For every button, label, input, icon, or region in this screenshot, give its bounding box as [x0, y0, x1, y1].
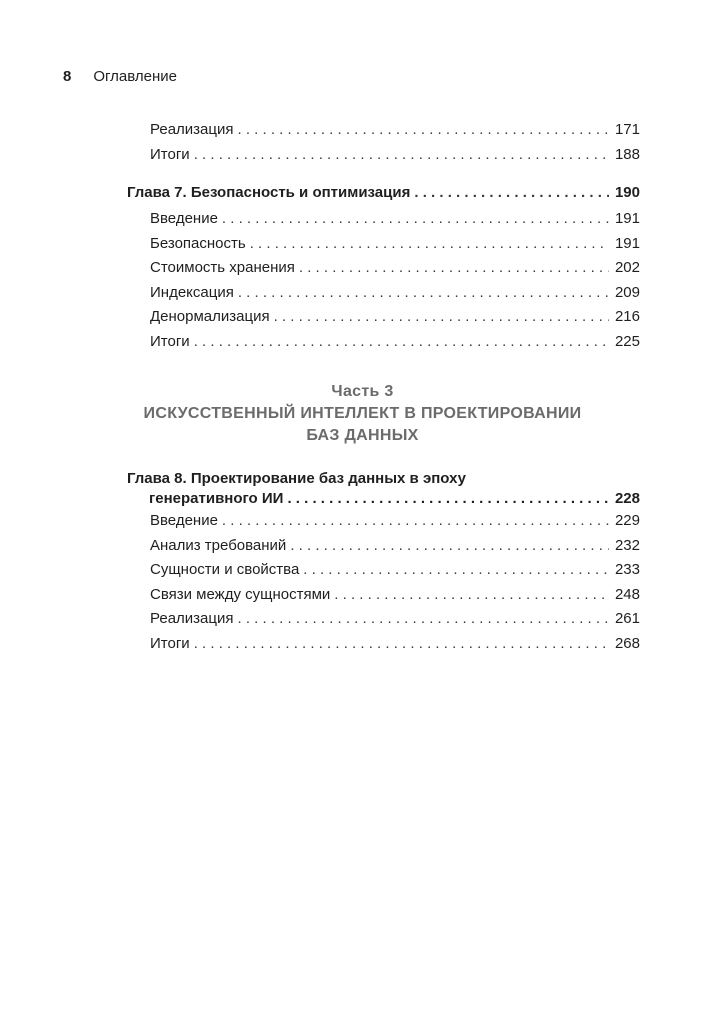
toc-entry[interactable]: [150, 634, 640, 654]
toc-entry-label: Реализация: [150, 121, 234, 138]
running-header: [63, 68, 177, 85]
toc-entry-label: Итоги: [150, 635, 190, 652]
toc-entry-page: 232: [614, 537, 640, 554]
toc-entry-page: 191: [614, 210, 640, 227]
leader-dots: [238, 283, 609, 303]
chapter-title-line-2-row: [127, 489, 640, 509]
toc-entry-page: 248: [614, 586, 640, 603]
part-title-line-1: ИСКУССТВЕННЫЙ ИНТЕЛЛЕКТ В ПРОЕКТИРОВАНИИ: [143, 405, 582, 422]
toc-entry-label: Денормализация: [150, 308, 270, 325]
toc-entry[interactable]: [150, 307, 640, 327]
toc-entry-page: 261: [614, 610, 640, 627]
toc-entry-page: 233: [614, 561, 640, 578]
toc-entry-label: Итоги: [150, 333, 190, 350]
leader-dots: [414, 183, 609, 203]
toc-entry-label: Стоимость хранения: [150, 259, 295, 276]
toc-entry-page: 191: [614, 235, 640, 252]
toc-entry-page: 209: [614, 284, 640, 301]
leader-dots: [194, 332, 609, 352]
toc-entry-label: Безопасность: [150, 235, 246, 252]
toc-chapter-7[interactable]: [127, 183, 640, 203]
toc-entry-page: 216: [614, 308, 640, 325]
page-number: 8: [63, 68, 72, 85]
toc-entry[interactable]: [150, 560, 640, 580]
toc-entry[interactable]: [150, 234, 640, 254]
toc-entry[interactable]: [150, 209, 640, 229]
toc-entry[interactable]: [150, 120, 640, 140]
leader-dots: [299, 258, 609, 278]
toc-entry-label: Анализ требований: [150, 537, 287, 554]
toc-entry[interactable]: [150, 258, 640, 278]
part-label: Часть 3: [331, 383, 394, 400]
leader-dots: [250, 234, 609, 254]
part-title-line-2: БАЗ ДАННЫХ: [306, 427, 419, 444]
leader-dots: [222, 511, 609, 531]
toc-entry-label: Введение: [150, 210, 218, 227]
toc-entry[interactable]: [150, 585, 640, 605]
leader-dots: [237, 609, 608, 629]
toc-entry-page: 225: [614, 333, 640, 350]
leader-dots: [222, 209, 609, 229]
leader-dots: [334, 585, 609, 605]
chapter-title-line-2: генеративного ИИ: [149, 490, 284, 507]
toc-entry[interactable]: [150, 609, 640, 629]
leader-dots: [237, 120, 608, 140]
leader-dots: [194, 634, 609, 654]
toc-entry-page: 229: [614, 512, 640, 529]
running-title: Оглавление: [93, 68, 177, 85]
toc-entry-label: Индексация: [150, 284, 234, 301]
leader-dots: [274, 307, 609, 327]
leader-dots: [290, 536, 609, 556]
toc-entry[interactable]: [150, 283, 640, 303]
toc-entry-page: 171: [614, 121, 640, 138]
toc-entry[interactable]: [150, 145, 640, 165]
toc-entry-page: 268: [614, 635, 640, 652]
toc-entry-label: Сущности и свойства: [150, 561, 300, 578]
toc-entry-label: Связи между сущностями: [150, 586, 331, 603]
chapter-page: 190: [614, 184, 640, 201]
toc-entry-page: 202: [614, 259, 640, 276]
toc-chapter-8[interactable]: [127, 469, 640, 509]
chapter-title: Глава 7. Безопасность и оптимизация: [127, 184, 411, 201]
leader-dots: [194, 145, 609, 165]
toc-entry-label: Реализация: [150, 610, 234, 627]
toc-entry-page: 188: [614, 146, 640, 163]
chapter-page: 228: [614, 490, 640, 507]
part-heading[interactable]: [0, 381, 725, 447]
leader-dots: [287, 489, 609, 509]
chapter-title-line-1: Глава 8. Проектирование баз данных в эпоху: [127, 470, 466, 487]
toc-entry[interactable]: [150, 332, 640, 352]
toc-entry-label: Итоги: [150, 146, 190, 163]
toc-entry[interactable]: [150, 511, 640, 531]
toc-entry[interactable]: [150, 536, 640, 556]
leader-dots: [303, 560, 609, 580]
toc-entry-label: Введение: [150, 512, 218, 529]
